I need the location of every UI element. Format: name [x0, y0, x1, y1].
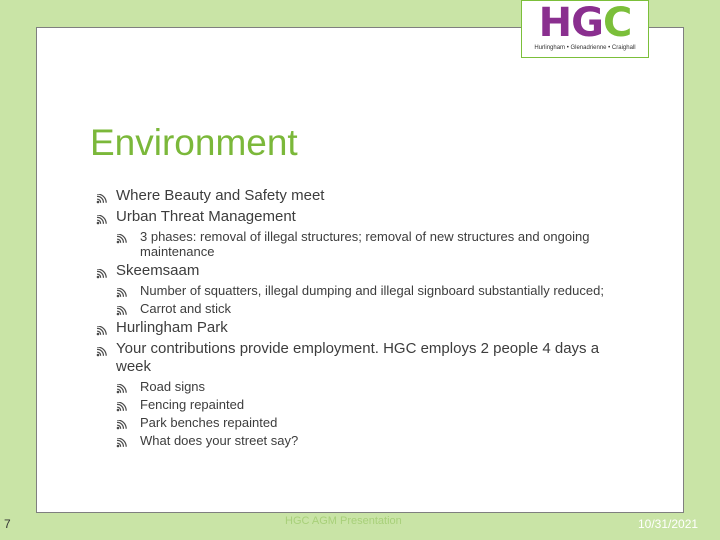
bullet-text: What does your street say? [140, 433, 299, 448]
bullet-list [96, 184, 636, 448]
bullet-text: Where Beauty and Safety meet [116, 187, 325, 204]
sub-bullet-item [96, 229, 636, 259]
footer-date: 10/31/2021 [638, 517, 699, 531]
logo-tagline: Hurlingham • Glenadrienne • Craighall [534, 45, 636, 51]
logo-letters [522, 1, 648, 45]
wifi-arc-icon [116, 436, 128, 446]
logo-letter-h: H [538, 0, 572, 46]
bullet-text: Urban Threat Management [116, 208, 296, 225]
bullet-text: Skeemsaam [116, 262, 200, 279]
hgc-logo [521, 0, 649, 58]
bullet-item [96, 319, 636, 337]
wifi-arc-icon [116, 286, 128, 296]
bullet-text: 3 phases: removal of illegal structures; removal of new structures and ongoing maintenance [140, 229, 590, 259]
bullet-text: Hurlingham Park [116, 319, 228, 336]
wifi-arc-icon [116, 232, 128, 242]
page-number: 7 [4, 517, 11, 531]
bullet-item [96, 262, 636, 280]
wifi-arc-icon [116, 418, 128, 428]
wifi-arc-icon [96, 212, 108, 222]
bullet-text: Road signs [140, 379, 206, 394]
bullet-item [96, 340, 636, 376]
slide-title: Environment [90, 122, 298, 163]
wifi-arc-icon [96, 323, 108, 333]
bullet-text: Park benches repainted [140, 415, 278, 430]
bullet-text: Carrot and stick [140, 301, 232, 316]
bullet-text: Your contributions provide employment. HGC employs 2 people 4 days a week [116, 340, 600, 375]
sub-bullet-item [96, 433, 636, 448]
sub-bullet-item [96, 283, 636, 298]
wifi-arc-icon [96, 191, 108, 201]
bullet-text: Fencing repainted [140, 397, 245, 412]
wifi-arc-icon [116, 400, 128, 410]
wifi-arc-icon [116, 382, 128, 392]
bullet-text: Number of squatters, illegal dumping and illegal signboard substantially reduced; [140, 283, 604, 298]
logo-letter-g: G [571, 0, 603, 46]
wifi-arc-icon [96, 344, 108, 354]
sub-bullet-item [96, 415, 636, 430]
bullet-item [96, 208, 636, 226]
sub-bullet-item [96, 397, 636, 412]
sub-bullet-item [96, 301, 636, 316]
wifi-arc-icon [96, 266, 108, 276]
sub-bullet-item [96, 379, 636, 394]
footer-presentation-title: HGC AGM Presentation [285, 515, 402, 527]
wifi-arc-icon [116, 304, 128, 314]
bullet-item [96, 187, 636, 205]
logo-letter-c: C [602, 0, 632, 46]
